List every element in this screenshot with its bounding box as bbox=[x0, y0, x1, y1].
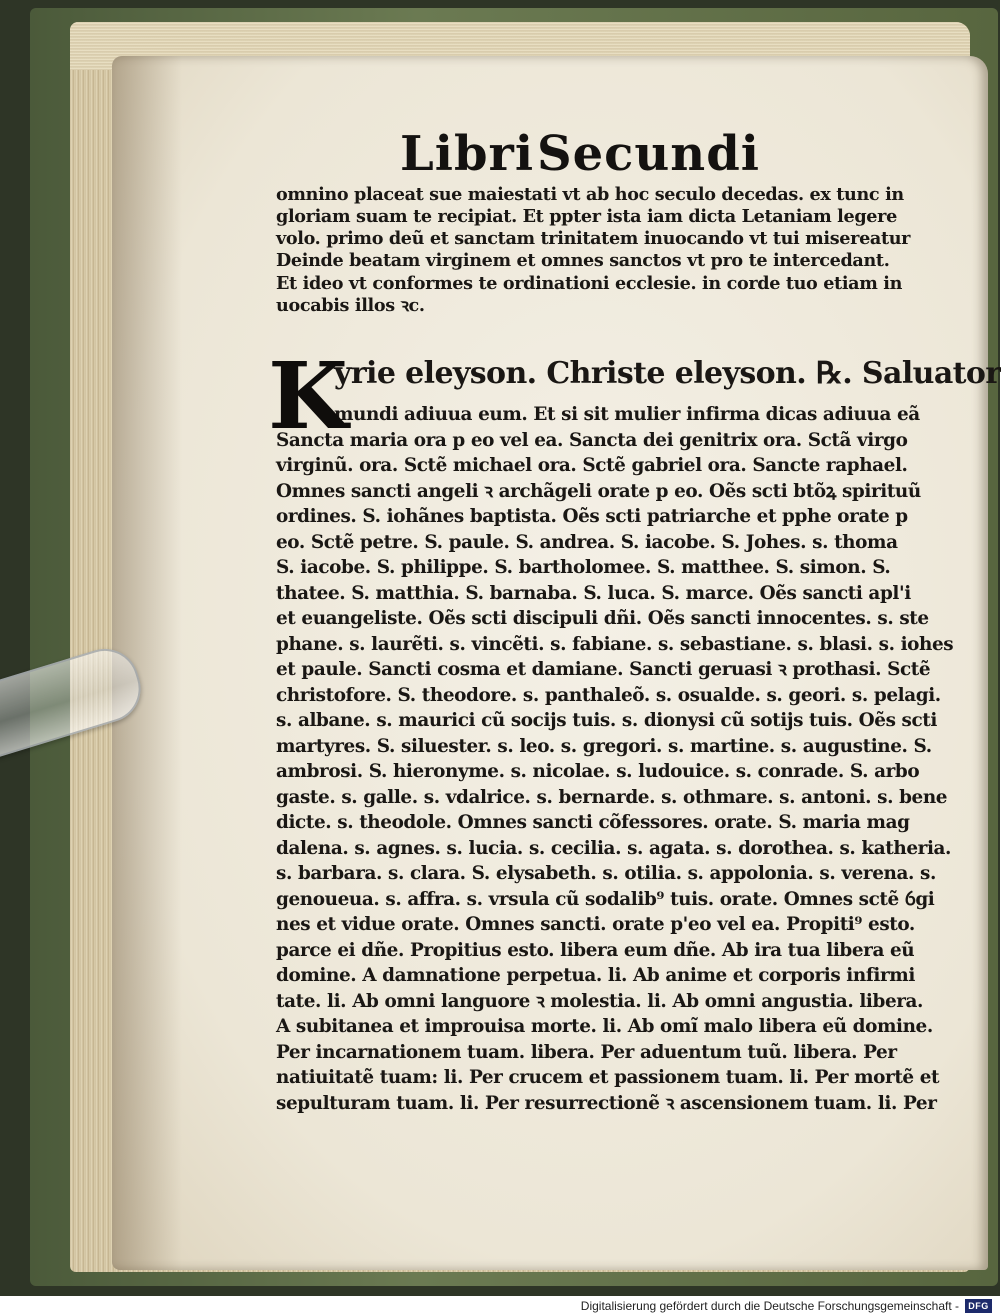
litany-line: et euangeliste. Oẽs scti discipuli dñi. Oẽs sancti innocentes. s. ste bbox=[276, 608, 929, 629]
litany-line: nes et vidue orate. Omnes sancti. orate p'eo vel ea. Propiti⁹ esto. bbox=[276, 914, 915, 935]
litany-line: Sancta maria ora p eo vel ea. Sancta dei genitrix ora. Sctã virgo bbox=[276, 429, 908, 451]
litany-line: ambrosi. S. hieronyme. s. nicolae. s. ludouice. s. conrade. S. arbo bbox=[276, 761, 920, 782]
litany-line: dalena. s. agnes. s. lucia. s. cecilia. s. agata. s. dorothea. s. katheria. bbox=[276, 837, 952, 859]
decorated-initial: K bbox=[268, 342, 348, 450]
litany-section bbox=[268, 342, 1001, 1116]
litany-line: thatee. S. matthia. S. barnaba. S. luca. S. marce. Oẽs sancti apl'i bbox=[276, 582, 911, 604]
litany-line: et paule. Sancti cosma et damiane. Sancti geruasi ꝛ prothasi. Sctẽ bbox=[276, 659, 931, 680]
litany-line: Omnes sancti angeli ꝛ archãgeli orate p eo. Oẽs scti btõꝝ spirituũ bbox=[276, 480, 921, 502]
litany-line: s. barbara. s. clara. S. elysabeth. s. otilia. s. appolonia. s. verena. s. bbox=[276, 863, 936, 884]
text-line: uocabis illos ꝛc. bbox=[276, 294, 425, 316]
running-head bbox=[400, 118, 760, 182]
running-head-left: Libri bbox=[400, 126, 535, 182]
text-line: volo. primo deũ et sanctam trinitatem inuocando vt tui misereatur bbox=[276, 228, 911, 250]
text-line: gloriam suam te recipiat. Et ppter ista iam dicta Letaniam legere bbox=[276, 206, 897, 228]
litany-line: sepulturam tuam. li. Per resurrectionẽ ꝛ ascensionem tuam. li. Per bbox=[276, 1092, 937, 1114]
litany-line: genoueua. s. affra. s. vrsula cũ sodalib⁹ tuis. orate. Omnes sctẽ ỽgi bbox=[276, 888, 935, 910]
litany-line: gaste. s. galle. s. vdalrice. s. bernarde. s. othmare. s. antoni. s. bene bbox=[276, 786, 948, 808]
litany-line: A subitanea et improuisa morte. li. Ab omĩ malo libera eũ domine. bbox=[276, 1016, 933, 1037]
litany-line: mundi adiuua eum. Et si sit mulier infirma dicas adiuua eã bbox=[334, 404, 920, 425]
running-head-right: Secundi bbox=[536, 126, 760, 182]
litany-line: dicte. s. theodole. Omnes sancti cõfessores. orate. S. maria mag bbox=[276, 812, 910, 833]
text-line: Deinde beatam virginem et omnes sanctos vt pro te intercedant. bbox=[276, 250, 890, 272]
litany-line: s. albane. s. maurici cũ socijs tuis. s. dionysi cũ sotijs tuis. Oẽs scti bbox=[276, 710, 937, 731]
litany-line: S. iacobe. S. philippe. S. bartholomee. S. matthee. S. simon. S. bbox=[276, 557, 891, 578]
footer-credit: Digitalisierung gefördert durch die Deutsche Forschungsgemeinschaft - bbox=[580, 1298, 959, 1313]
footer-bar bbox=[0, 1296, 1000, 1315]
litany-line: tate. li. Ab omni languore ꝛ molestia. li. Ab omni angustia. libera. bbox=[276, 990, 924, 1012]
litany-first-line: yrie eleyson. Christe eleyson. ℞. Saluator bbox=[334, 356, 1001, 391]
intro-paragraph bbox=[276, 184, 911, 317]
litany-line: parce ei dñe. Propitius esto. libera eum dñe. Ab ira tua libera eũ bbox=[276, 939, 915, 961]
litany-line: virginũ. ora. Sctẽ michael ora. Sctẽ gabriel ora. Sancte raphael. bbox=[276, 455, 908, 476]
litany-line: eo. Sctẽ petre. S. paule. S. andrea. S. iacobe. S. Johes. s. thoma bbox=[276, 531, 898, 553]
litany-line: Per incarnationem tuam. libera. Per aduentum tuũ. libera. Per bbox=[276, 1041, 897, 1063]
litany-line: ordines. S. iohãnes baptista. Oẽs scti patriarche et pphe orate p bbox=[276, 506, 908, 527]
litany-line: domine. A damnatione perpetua. li. Ab anime et corporis infirmi bbox=[276, 965, 915, 986]
litany-line: martyres. S. siluester. s. leo. s. gregori. s. martine. s. augustine. S. bbox=[276, 735, 932, 757]
litany-line: christofore. S. theodore. s. panthaleõ. s. osualde. s. geori. s. pelagi. bbox=[276, 684, 941, 706]
litany-lines bbox=[276, 402, 954, 1116]
litany-line: phane. s. laurẽti. s. vincẽti. s. fabiane. s. sebastiane. s. blasi. s. iohes bbox=[276, 633, 954, 655]
dfg-logo: DFG bbox=[965, 1299, 992, 1313]
text-line: Et ideo vt conformes te ordinationi ecclesie. in corde tuo etiam in bbox=[276, 272, 903, 294]
text-line: omnino placeat sue maiestati vt ab hoc seculo decedas. ex tunc in bbox=[276, 184, 904, 205]
litany-line: natiuitatẽ tuam: li. Per crucem et passionem tuam. li. Per mortẽ et bbox=[276, 1067, 940, 1088]
